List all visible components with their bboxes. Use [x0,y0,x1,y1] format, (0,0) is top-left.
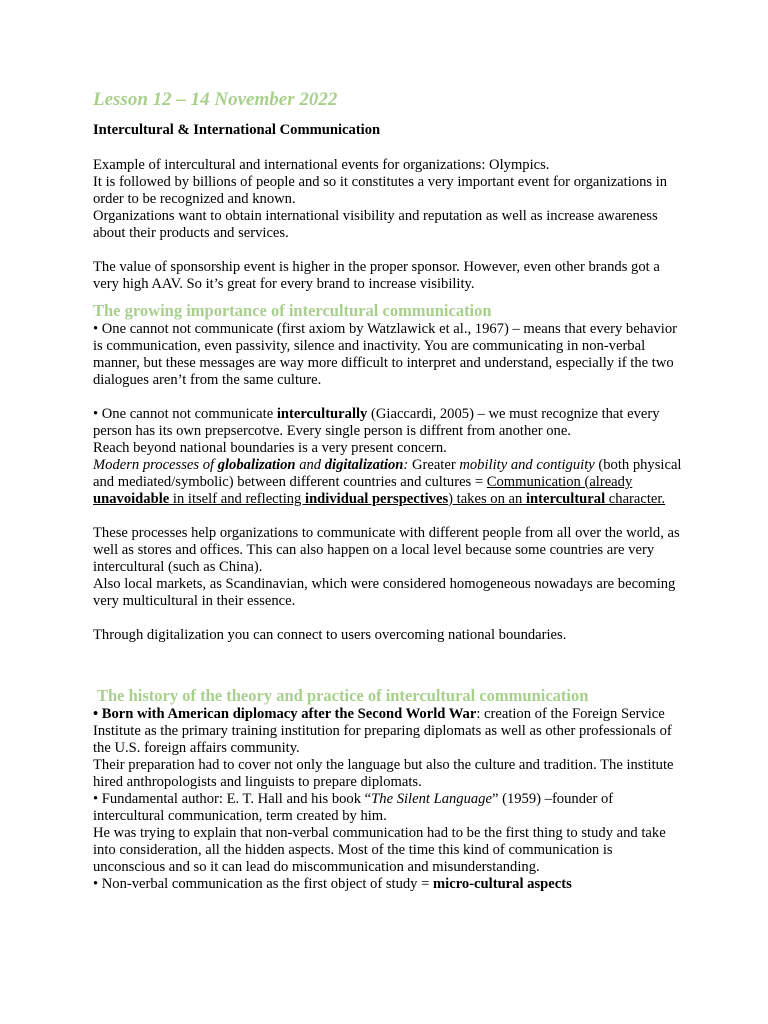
text-underline: Communication (already [486,474,633,490]
document-heading: Intercultural & International Communication [93,122,381,138]
text: (both physical and mediated/symbolic) between different countries and cultures = [93,457,682,490]
national-boundaries-line: Reach beyond national boundaries is a very present concern. [93,440,447,456]
text-bold-italic: globalization [217,457,296,473]
text-bold-italic: digitalization [324,457,404,473]
section-heading-growing-importance: The growing importance of intercultural communication [93,301,492,320]
processes-paragraph: These processes help organizations to communicate with different people from all over the world, as well as stores and offices. This can also happen on a local level because some countries are very intercultural (such as China). [93,525,680,575]
intro-line-2: It is followed by billions of people and so it constitutes a very important event for organizations in order to be recognized and known. [93,174,668,207]
bullet-text: : creation of the Foreign Service Institute as the primary training institution for preparing diplomats as well as other professionals of the U.S. foreign affairs community. [93,706,672,756]
modern-processes-paragraph [93,457,683,508]
book-title: The Silent Language [371,791,492,807]
spacer [93,610,683,627]
section-heading-history: The history of the theory and practice of intercultural communication [97,686,589,705]
local-markets-paragraph: Also local markets, as Scandinavian, which were considered homogeneous nowadays are becoming very multicultural in their essence. [93,576,676,609]
bullet-cannot-not-communicate: • One cannot not communicate (first axiom by Watzlawick et al., 1967) – means that every behavior is communication, even passivity, silence and inactivity. You are communicating in non-verbal manner, but these messages are way more difficult to interpret and understand, especially if the two dialogues aren’t from the same culture. [93,321,677,388]
spacer [93,389,683,406]
document-page [93,88,683,893]
text-italic: : [403,457,409,473]
text-underline-bold: intercultural [525,491,606,507]
spacer [93,644,683,678]
spacer [93,508,683,525]
bullet-text: • Non-verbal communication as the first object of study = [93,876,433,892]
intro-line-3: Organizations want to obtain international visibility and reputation as well as increase awareness about their products and services. [93,208,658,241]
non-verbal-paragraph: He was trying to explain that non-verbal communication had to be the first thing to study and take into consideration, all the hidden aspects. Most of the time this kind of communication is unconscious and so it can lead do miscommunication and misunderstanding. [93,825,666,875]
text-underline: character. [605,491,666,507]
bullet-interculturally [93,406,683,440]
digitalization-paragraph: Through digitalization you can connect to users overcoming national boundaries. [93,627,567,643]
sponsorship-paragraph: The value of sponsorship event is higher in the proper sponsor. However, even other brands got a very high AAV. So it’s great for every brand to increase visibility. [93,259,660,292]
bullet-text: • One cannot not communicate [93,406,277,422]
text-italic: and [295,457,325,473]
preparation-paragraph: Their preparation had to cover not only the language but also the culture and tradition. The institute hired anthropologists and linguists to prepare diplomats. [93,757,674,790]
bullet-micro-cultural [93,876,683,893]
bold-term: micro-cultural aspects [433,876,572,892]
spacer [93,242,683,259]
lesson-title: Lesson 12 – 14 November 2022 [93,89,338,110]
bullet-fundamental-author [93,791,683,825]
bold-term: • Born with American diplomacy after the Second World War [93,706,477,722]
text-underline: in itself and reflecting [169,491,306,507]
text-italic: mobility and contiguity [459,457,595,473]
text-underline-bold: unavoidable [93,491,170,507]
bold-term: interculturally [276,406,368,422]
bullet-text: ” (1959) –founder of intercultural communication, term created by him. [93,791,614,824]
bullet-text: (Giaccardi, 2005) – we must recognize that every person has its own prepsercotve. Every single person is diffrent from another one. [93,406,660,439]
text-underline-bold: individual perspectives [305,491,449,507]
text-underline: ) takes on an [448,491,526,507]
intro-line-1: Example of intercultural and international events for organizations: Olympics. [93,157,550,173]
bullet-american-diplomacy [93,706,683,757]
text: Greater [408,457,460,473]
text-italic: Modern processes of [93,457,218,473]
bullet-text: • Fundamental author: E. T. Hall and his book “ [93,791,372,807]
